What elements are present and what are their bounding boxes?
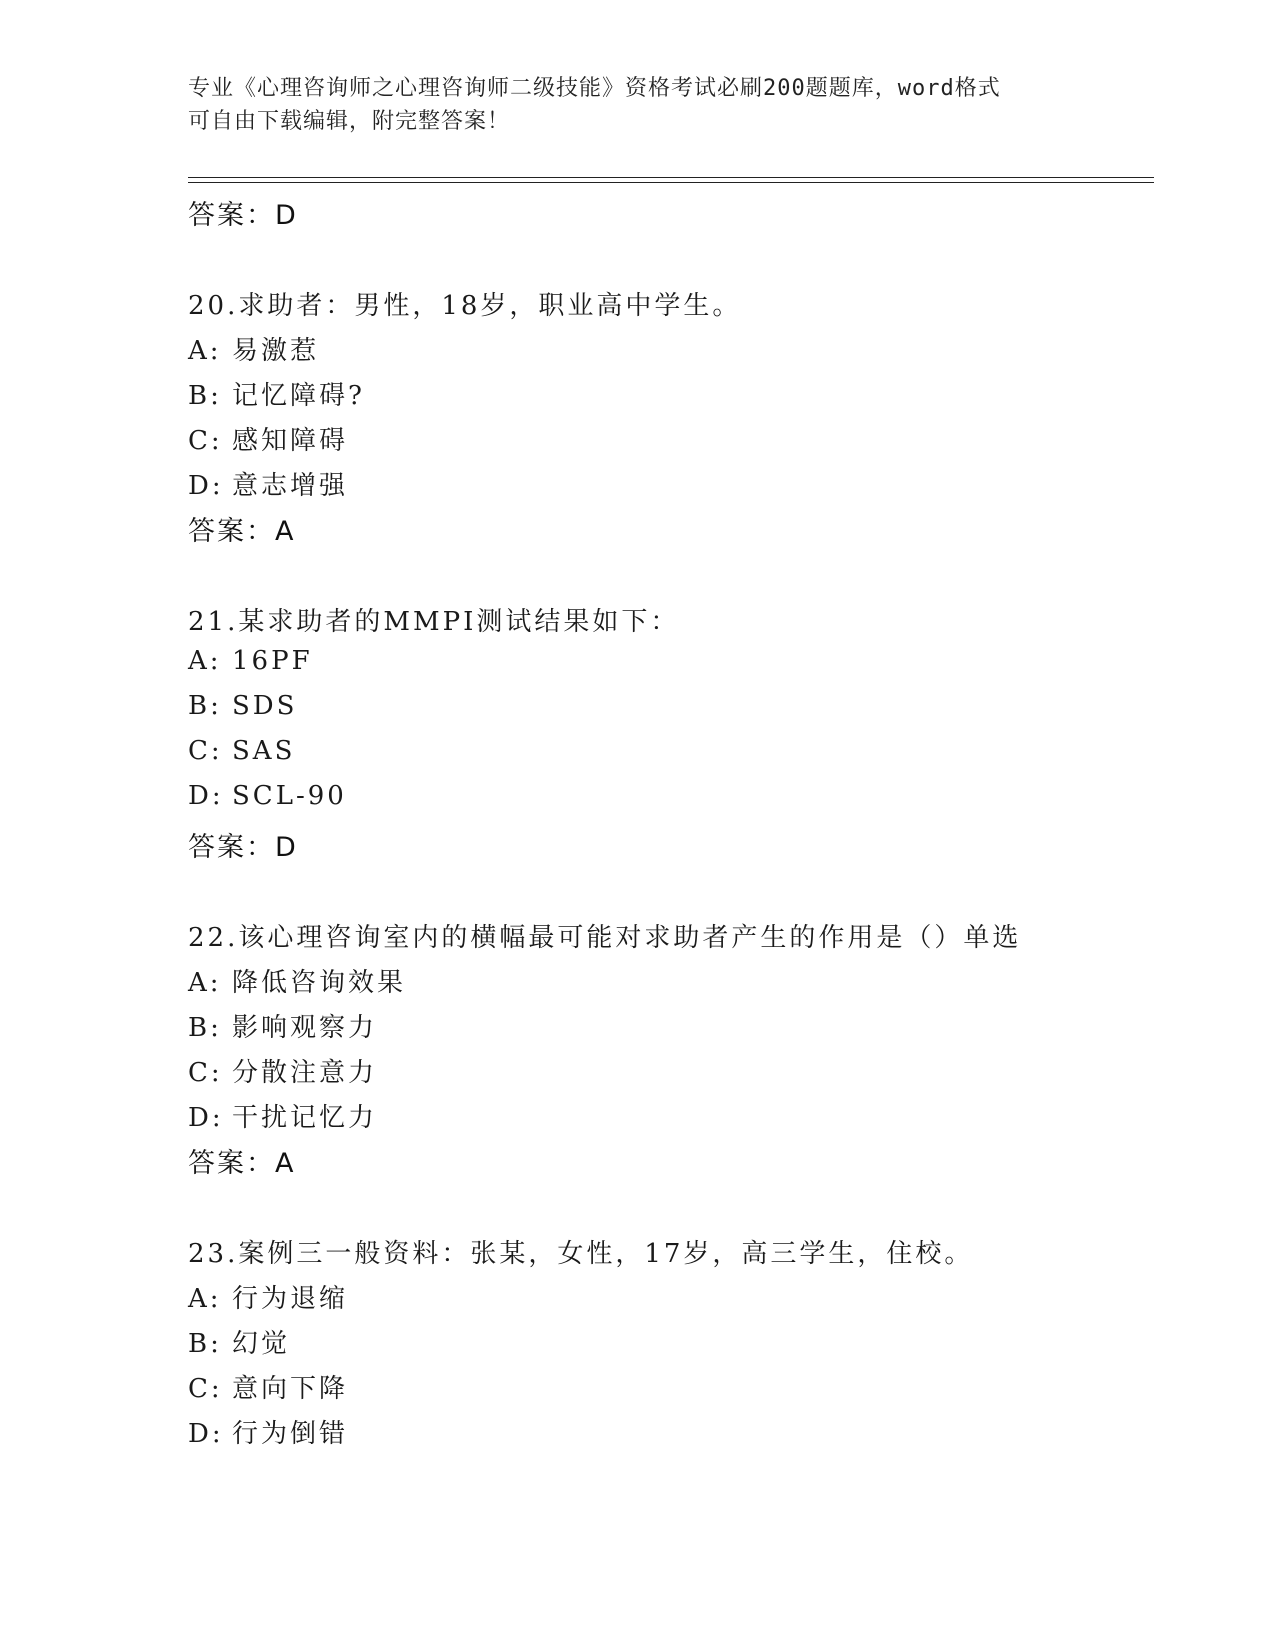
option-text: 意向下降 [232, 1374, 349, 1404]
option-text: 幻觉 [232, 1329, 291, 1359]
q23-option-b [188, 1323, 290, 1360]
option-text: SCL-90 [232, 781, 347, 811]
option-key: A: [188, 968, 222, 998]
header-line-1: 专业《心理咨询师之心理咨询师二级技能》资格考试必刷200题题库，word格式 [188, 76, 1001, 101]
option-text: 记忆障碍? [232, 381, 365, 411]
header-divider-top [188, 177, 1154, 178]
option-key: D: [188, 1103, 224, 1133]
option-key: D: [188, 781, 224, 811]
option-key: B: [188, 381, 222, 411]
q22-option-b [188, 1007, 377, 1044]
q22-option-c [188, 1052, 377, 1089]
q21-option-b [188, 691, 297, 721]
q23-option-c [188, 1368, 348, 1405]
option-key: A: [188, 1284, 222, 1314]
question-22: 22.该心理咨询室内的横幅最可能对求助者产生的作用是（）单选 [188, 923, 1022, 953]
option-text: 降低咨询效果 [232, 968, 407, 998]
option-text: 意志增强 [232, 471, 349, 501]
answer-22: 答案：A [188, 1148, 296, 1179]
answer-21: 答案：D [188, 832, 298, 863]
q21-option-c [188, 736, 295, 766]
option-text: SAS [232, 736, 296, 766]
header-divider-bottom [188, 182, 1154, 183]
option-text: 易激惹 [232, 336, 320, 366]
option-text: 感知障碍 [232, 426, 349, 456]
q20-option-d [188, 465, 348, 502]
q21-option-d [188, 781, 347, 811]
option-text: 影响观察力 [232, 1013, 378, 1043]
option-key: C: [188, 1058, 223, 1088]
option-key: B: [188, 691, 222, 721]
option-key: D: [188, 471, 224, 501]
q21-option-a [188, 646, 313, 676]
option-text: 16PF [232, 646, 313, 676]
option-key: D: [188, 1419, 224, 1449]
question-20: 20.求助者：男性，18岁，职业高中学生。 [188, 291, 742, 321]
option-key: C: [188, 1374, 223, 1404]
header-line-2: 可自由下载编辑，附完整答案！ [188, 109, 511, 134]
option-text: SDS [232, 691, 298, 721]
document-header [188, 72, 1088, 138]
q20-option-a [188, 330, 319, 367]
q20-option-b [188, 375, 365, 412]
option-text: 行为倒错 [232, 1419, 349, 1449]
question-23: 23.案例三一般资料：张某，女性，17岁，高三学生，住校。 [188, 1239, 974, 1269]
q22-option-a [188, 962, 406, 999]
option-key: C: [188, 736, 223, 766]
option-text: 分散注意力 [232, 1058, 378, 1088]
answer-previous: 答案：D [188, 200, 298, 231]
option-key: A: [188, 336, 222, 366]
option-key: A: [188, 646, 222, 676]
q23-option-d [188, 1413, 348, 1450]
option-key: C: [188, 426, 223, 456]
option-text: 干扰记忆力 [232, 1103, 378, 1133]
option-text: 行为退缩 [232, 1284, 349, 1314]
q22-option-d [188, 1097, 377, 1134]
question-21: 21.某求助者的MMPI测试结果如下： [188, 607, 680, 637]
option-key: B: [188, 1329, 222, 1359]
q23-option-a [188, 1278, 348, 1315]
q20-option-c [188, 420, 348, 457]
answer-20: 答案：A [188, 516, 296, 547]
option-key: B: [188, 1013, 222, 1043]
